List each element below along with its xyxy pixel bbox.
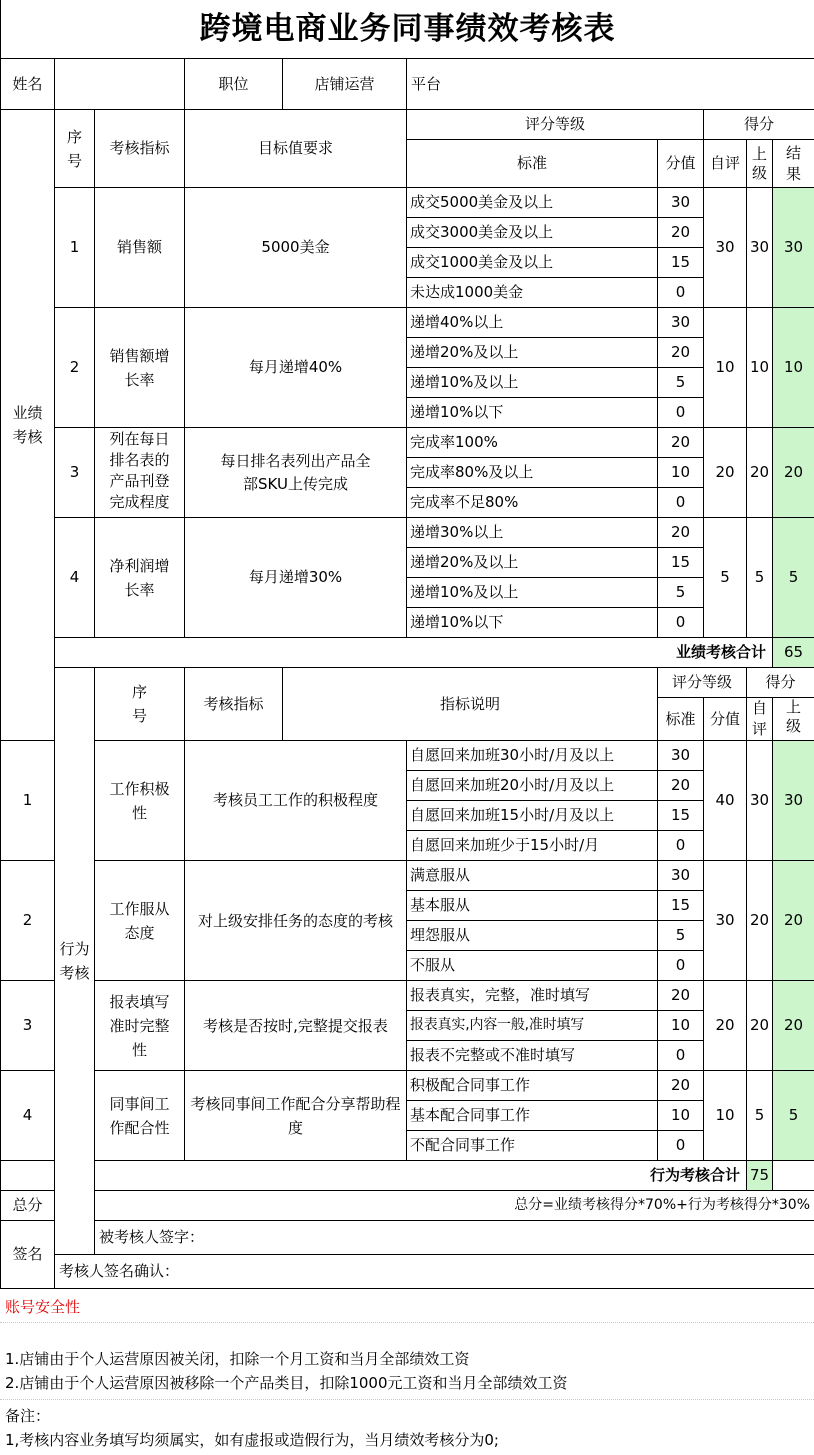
perf-3-target-text: 每日排名表列出产品全部SKU上传完成 [220, 451, 371, 493]
behavior-3-seq: 3 [1, 981, 55, 1071]
behavior-1-standard-3: 自愿回来加班15小时/月及以上 [407, 801, 658, 831]
behavior-2-desc [185, 861, 407, 981]
perf-1-result: 30 [773, 188, 814, 308]
behavior-indicator-header: 考核指标 [185, 668, 283, 741]
behavior-3-points-1: 20 [658, 981, 704, 1011]
perf-seq-header [55, 110, 95, 188]
perf-1-target: 5000美金 [185, 188, 407, 308]
perf-3-standard-1: 完成率100% [407, 428, 658, 458]
perf-3-indicator-text: 列在每日排名表的产品刊登完成程度 [109, 430, 170, 511]
perf-3-result: 20 [773, 428, 814, 518]
behavior-2-result: 20 [773, 861, 814, 981]
behavior-total-row [1, 1161, 814, 1191]
behavior-1-points-3: 15 [658, 801, 704, 831]
signature-row [1, 1255, 814, 1289]
perf-1-seq: 1 [55, 188, 95, 308]
perf-points-header: 分值 [658, 140, 704, 188]
behavior-self-header: 自评 [747, 698, 773, 741]
behavior-4-result: 5 [773, 1071, 814, 1161]
behavior-2-standard-2: 基本服从 [407, 891, 658, 921]
perf-4-points-2: 15 [658, 548, 704, 578]
perf-1-standard-4: 未达成1000美金 [407, 278, 658, 308]
perf-3-indicator [95, 428, 185, 518]
perf-4-points-4: 0 [658, 608, 704, 638]
perf-standard-header: 标准 [407, 140, 658, 188]
behavior-2-standard-3: 埋怨服从 [407, 921, 658, 951]
position-value[interactable]: 店铺运营 [283, 59, 407, 110]
table-row [1, 518, 814, 548]
appraisal-table [0, 58, 814, 1289]
behavior-1-points-2: 20 [658, 771, 704, 801]
summary-label: 总分 [1, 1191, 55, 1221]
behavior-4-superior[interactable]: 5 [747, 1071, 773, 1161]
behavior-3-standard-3: 报表不完整或不准时填写 [407, 1041, 658, 1071]
perf-1-standard-3: 成交1000美金及以上 [407, 248, 658, 278]
perf-2-self[interactable]: 10 [704, 308, 747, 428]
perf-4-indicator [95, 518, 185, 638]
examinee-signature[interactable]: 被考核人签字： [95, 1221, 814, 1255]
behavior-total-label: 行为考核合计 [1, 1161, 747, 1191]
perf-header-row [1, 110, 814, 140]
behavior-3-desc-text: 考核是否按时,完整提交报表 [203, 1016, 388, 1035]
behavior-1-indicator [95, 741, 185, 861]
perf-target-header: 目标值要求 [185, 110, 407, 188]
security-title: 账号安全性 [5, 1298, 81, 1316]
behavior-standard-header: 标准 [658, 698, 704, 741]
behavior-4-self[interactable]: 10 [704, 1071, 747, 1161]
perf-4-indicator-text: 净利润增长率 [109, 556, 170, 599]
summary-row [1, 1191, 814, 1221]
perf-2-seq: 2 [55, 308, 95, 428]
behavior-1-desc: 考核员工工作的积极程度 [185, 741, 407, 861]
perf-2-standard-1: 递增40%以上 [407, 308, 658, 338]
perf-2-indicator [95, 308, 185, 428]
behavior-2-standard-4: 不服从 [407, 951, 658, 981]
behavior-1-standard-1: 自愿回来加班30小时/月及以上 [407, 741, 658, 771]
perf-3-standard-3: 完成率不足80% [407, 488, 658, 518]
page-title: 跨境电商业务同事绩效考核表 [0, 0, 814, 58]
behavior-superior-text: 上级 [785, 698, 801, 735]
perf-4-seq: 4 [55, 518, 95, 638]
perf-2-points-2: 20 [658, 338, 704, 368]
perf-2-standard-3: 递增10%及以上 [407, 368, 658, 398]
perf-2-standard-2: 递增20%及以上 [407, 338, 658, 368]
table-row [1, 188, 814, 218]
perf-2-points-4: 0 [658, 398, 704, 428]
behavior-3-points-3: 0 [658, 1041, 704, 1071]
perf-2-superior[interactable]: 10 [747, 308, 773, 428]
behavior-3-superior[interactable]: 20 [747, 981, 773, 1071]
behavior-4-standard-1: 积极配合同事工作 [407, 1071, 658, 1101]
table-row [1, 981, 814, 1011]
perf-seq-header-text: 序号 [66, 127, 82, 170]
behavior-2-points-1: 30 [658, 861, 704, 891]
perf-3-standard-2: 完成率80%及以上 [407, 458, 658, 488]
platform-value[interactable] [658, 59, 814, 110]
remark-item-1: 1,考核内容业务填写均须属实，如有虚报或造假行为，当月绩效考核分为0; [5, 1431, 499, 1449]
behavior-3-indicator-text: 报表填写准时完整性 [109, 992, 170, 1059]
perf-1-points-3: 15 [658, 248, 704, 278]
behavior-3-result: 20 [773, 981, 814, 1071]
perf-section-text: 业绩考核 [12, 404, 43, 446]
behavior-header-row [1, 668, 814, 698]
platform-label: 平台 [407, 59, 658, 110]
behavior-2-standard-1: 满意服从 [407, 861, 658, 891]
behavior-2-points-2: 15 [658, 891, 704, 921]
examiner-signature[interactable]: 考核人签名确认： [55, 1255, 814, 1289]
behavior-2-indicator [95, 861, 185, 981]
perf-3-superior[interactable]: 20 [747, 428, 773, 518]
perf-1-standard-1: 成交5000美金及以上 [407, 188, 658, 218]
perf-superior-text: 上级 [751, 144, 767, 182]
perf-1-points-1: 30 [658, 188, 704, 218]
behavior-1-indicator-text: 工作积极性 [109, 779, 170, 822]
behavior-3-standard-2: 报表真实,内容一般,准时填写 [407, 1011, 658, 1041]
behavior-3-self[interactable]: 20 [704, 981, 747, 1071]
behavior-seq-header [95, 668, 185, 741]
perf-1-points-2: 20 [658, 218, 704, 248]
behavior-1-superior[interactable]: 30 [747, 741, 773, 861]
perf-total-row [1, 638, 814, 668]
behavior-4-indicator [95, 1071, 185, 1161]
position-label: 职位 [185, 59, 283, 110]
behavior-4-seq: 4 [1, 1071, 55, 1161]
perf-self-header: 自评 [704, 140, 747, 188]
name-value[interactable] [55, 59, 185, 110]
perf-score-header: 得分 [704, 110, 814, 140]
divider [0, 1322, 814, 1323]
behavior-3-points-2: 10 [658, 1011, 704, 1041]
summary-formula: 总分=业绩考核得分*70%+行为考核得分*30% [95, 1191, 814, 1221]
perf-2-indicator-text: 销售额增长率 [109, 346, 170, 389]
behavior-1-seq: 1 [1, 741, 55, 861]
perf-3-points-2: 10 [658, 458, 704, 488]
security-item-2: 2.店铺由于个人运营原因被移除一个产品类目，扣除1000元工资和当月全部绩效工资 [5, 1374, 568, 1392]
perf-1-points-4: 0 [658, 278, 704, 308]
perf-indicator-header: 考核指标 [95, 110, 185, 188]
table-row [1, 1071, 814, 1101]
signature-row [1, 1221, 814, 1255]
behavior-seq-header-text: 序号 [131, 683, 147, 725]
perf-4-target: 每月递增30% [185, 518, 407, 638]
behavior-points-header: 分值 [704, 698, 747, 741]
perf-total-label: 业绩考核合计 [55, 638, 773, 668]
perf-3-seq: 3 [55, 428, 95, 518]
name-label: 姓名 [1, 59, 55, 110]
behavior-3-desc [185, 981, 407, 1071]
signature-label: 签名 [1, 1221, 55, 1289]
behavior-2-indicator-text: 工作服从态度 [109, 899, 170, 942]
behavior-3-standard-1: 报表真实，完整，准时填写 [407, 981, 658, 1011]
behavior-1-result: 30 [773, 741, 814, 861]
behavior-2-superior[interactable]: 20 [747, 861, 773, 981]
behavior-4-standard-3: 不配合同事工作 [407, 1131, 658, 1161]
perf-1-self[interactable]: 30 [704, 188, 747, 308]
behavior-2-seq: 2 [1, 861, 55, 981]
behavior-4-points-2: 10 [658, 1101, 704, 1131]
behavior-1-self[interactable]: 40 [704, 741, 747, 861]
perf-4-points-3: 5 [658, 578, 704, 608]
behavior-4-standard-2: 基本配合同事工作 [407, 1101, 658, 1131]
perf-3-points-3: 0 [658, 488, 704, 518]
perf-4-standard-2: 递增20%及以上 [407, 548, 658, 578]
table-row [1, 741, 814, 771]
perf-result-text: 结果 [785, 143, 801, 183]
perf-1-indicator: 销售额 [95, 188, 185, 308]
perf-1-superior[interactable]: 30 [747, 188, 773, 308]
table-row [1, 861, 814, 891]
divider [0, 1399, 814, 1400]
perf-3-self[interactable]: 20 [704, 428, 747, 518]
perf-4-points-1: 20 [658, 518, 704, 548]
behavior-2-points-4: 0 [658, 951, 704, 981]
perf-2-points-3: 5 [658, 368, 704, 398]
table-row [1, 428, 814, 458]
perf-4-standard-3: 递增10%及以上 [407, 578, 658, 608]
perf-grade-header: 评分等级 [407, 110, 704, 140]
perf-3-points-1: 20 [658, 428, 704, 458]
behavior-4-points-1: 20 [658, 1071, 704, 1101]
behavior-total-value: 75 [747, 1161, 773, 1191]
info-row [1, 59, 814, 110]
perf-4-superior[interactable]: 5 [747, 518, 773, 638]
perf-4-result: 5 [773, 518, 814, 638]
perf-4-standard-1: 递增30%以上 [407, 518, 658, 548]
behavior-3-indicator [95, 981, 185, 1071]
behavior-score-header: 得分 [747, 668, 814, 698]
behavior-1-standard-2: 自愿回来加班20小时/月及以上 [407, 771, 658, 801]
perf-3-target [185, 428, 407, 518]
behavior-2-points-3: 5 [658, 921, 704, 951]
perf-1-standard-2: 成交3000美金及以上 [407, 218, 658, 248]
behavior-4-points-3: 0 [658, 1131, 704, 1161]
behavior-2-self[interactable]: 30 [704, 861, 747, 981]
behavior-4-desc [185, 1071, 407, 1161]
perf-4-standard-4: 递增10%以下 [407, 608, 658, 638]
perf-total-value: 65 [773, 638, 814, 668]
behavior-2-desc-text: 对上级安排任务的态度的考核 [197, 911, 393, 930]
behavior-desc-header: 指标说明 [283, 668, 658, 741]
security-item-1: 1.店铺由于个人运营原因被关闭，扣除一个月工资和当月全部绩效工资 [5, 1350, 470, 1368]
behavior-grade-header: 评分等级 [658, 668, 747, 698]
behavior-superior-header [773, 698, 814, 741]
perf-result-header [773, 140, 814, 188]
behavior-4-indicator-text: 同事间工作配合性 [109, 1094, 170, 1137]
behavior-4-desc-text: 考核同事间工作配合分享帮助程度 [190, 1094, 401, 1137]
behavior-1-points-1: 30 [658, 741, 704, 771]
perf-section-label [1, 110, 55, 741]
perf-2-target: 每月递增40% [185, 308, 407, 428]
remark-title: 备注： [5, 1407, 51, 1425]
perf-4-self[interactable]: 5 [704, 518, 747, 638]
table-row [1, 308, 814, 338]
behavior-section-text: 行为考核 [59, 940, 90, 982]
perf-superior-header [747, 140, 773, 188]
perf-2-standard-4: 递增10%以下 [407, 398, 658, 428]
perf-2-result: 10 [773, 308, 814, 428]
behavior-1-points-4: 0 [658, 831, 704, 861]
behavior-1-standard-4: 自愿回来加班少于15小时/月 [407, 831, 658, 861]
perf-2-points-1: 30 [658, 308, 704, 338]
